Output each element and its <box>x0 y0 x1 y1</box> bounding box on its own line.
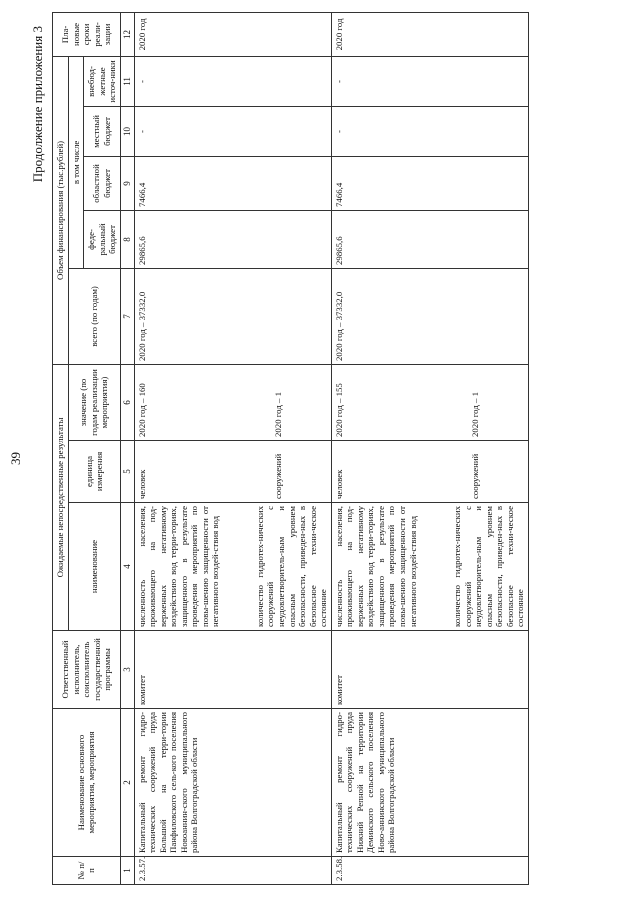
header-results-unit: единица измерения <box>68 441 120 503</box>
measure-name: Капитальный ремонт гидро-технических сооружений пруда Большой на терри-тории Панфиловского сель-кого поселения Новоаннин-ского муниципального района Волгоградской области <box>134 709 331 857</box>
row-number: 2.3.58. <box>331 857 528 885</box>
header-results-value: значение (по годам реализации мероприятия) <box>68 364 120 440</box>
result-name-1: численность населения, проживающего на под-верженных негативному воздействию вод терри-ториях, защищенного в результате проведения мероприятий по повы-шению защищенности от негативного воздей-ствия вод <box>136 506 221 627</box>
finance-federal: 29865,6 <box>331 210 528 268</box>
result-unit-2: сооружений <box>470 453 481 499</box>
result-unit-1: человек <box>333 469 344 499</box>
row-number: 2.3.57. <box>134 857 331 885</box>
finance-federal: 29865,6 <box>134 210 331 268</box>
header-finance-total: всего (по годам) <box>68 268 120 364</box>
column-number: 7 <box>120 268 134 364</box>
result-unit-2: сооружений <box>273 453 284 499</box>
finance-local: - <box>134 106 331 156</box>
measure-name: Капитальный ремонт гидро-технических сооружений пруда Нижний Репной на территории Деминского сельского поселения Ново-аннинского муниципального района Волгоградской области <box>331 709 528 857</box>
column-number: 10 <box>120 106 134 156</box>
result-value-2: 2020 год – 1 <box>470 392 481 437</box>
result-value-2: 2020 год – 1 <box>273 392 284 437</box>
finance-local: - <box>331 106 528 156</box>
results-units <box>331 441 528 503</box>
column-numbers-row <box>120 12 134 884</box>
column-number: 1 <box>120 857 134 885</box>
header-finance-group: Объем финансирования (тыс.рублей) <box>53 56 69 364</box>
header-no: № п/п <box>53 857 121 885</box>
results-names <box>134 503 331 631</box>
result-name-2: количество гидротех-нических сооружений с неудовлетворитель-ным и опасным уровнем безопасности, приведен-ных в безопасное техни-ческое состояние <box>254 506 329 627</box>
header-extra: внебюд-жетные источ-ники <box>84 56 121 106</box>
header-results-name: наименование <box>68 503 120 631</box>
results-names <box>331 503 528 631</box>
finance-total: 2020 год – 37332,0 <box>134 268 331 364</box>
column-number: 9 <box>120 156 134 210</box>
implementation-term: 2020 год <box>134 12 331 56</box>
finance-regional: 7466,4 <box>134 156 331 210</box>
result-name-1: численность населения, проживающего на под-верженных негативному воздействию вод терри-ториях, защищенного в результате проведения мероприятий по повы-шению защищенности от негативного воздей-ствия вод <box>333 506 418 627</box>
column-number: 3 <box>120 631 134 709</box>
column-number: 8 <box>120 210 134 268</box>
header-local: местный бюджет <box>84 106 121 156</box>
header-federal: феде-ральный бюджет <box>84 210 121 268</box>
result-value-1: 2020 год – 155 <box>333 383 344 437</box>
column-number: 4 <box>120 503 134 631</box>
results-values <box>134 364 331 440</box>
results-values <box>331 364 528 440</box>
finance-extra: - <box>134 56 331 106</box>
executor: комитет <box>134 631 331 709</box>
column-number: 12 <box>120 12 134 56</box>
finance-regional: 7466,4 <box>331 156 528 210</box>
column-number: 11 <box>120 56 134 106</box>
header-terms: Пла-новые сроки реали-зации <box>53 12 121 56</box>
continuation-label: Продолжение приложения 3 <box>30 26 45 183</box>
column-number: 6 <box>120 364 134 440</box>
column-number: 5 <box>120 441 134 503</box>
implementation-term: 2020 год <box>331 12 528 56</box>
header-executor: Ответственный исполнитель, соисполнитель государственной программы <box>53 631 121 709</box>
result-unit-1: человек <box>136 469 147 499</box>
result-value-1: 2020 год – 160 <box>136 383 147 437</box>
header-results-group: Ожидаемые непосредственные результаты <box>53 364 69 630</box>
result-name-2: количество гидротех-нических сооружений с неудовлетворитель-ным и опасным уровнем безопасности, приведен-ных в безопасное техни-ческое состояние <box>452 506 526 627</box>
program-table <box>52 12 529 885</box>
header-finance-incl: в том числе <box>68 56 84 268</box>
table-row <box>134 12 331 884</box>
results-units <box>134 441 331 503</box>
finance-total: 2020 год – 37332,0 <box>331 268 528 364</box>
finance-extra: - <box>331 56 528 106</box>
header-name: Наименование основного мероприятия, мероприятия <box>53 709 121 857</box>
page-number: 39 <box>8 452 23 465</box>
executor: комитет <box>331 631 528 709</box>
header-regional: областной бюджет <box>84 156 121 210</box>
table-header <box>53 12 135 884</box>
table-row <box>331 12 528 884</box>
column-number: 2 <box>120 709 134 857</box>
